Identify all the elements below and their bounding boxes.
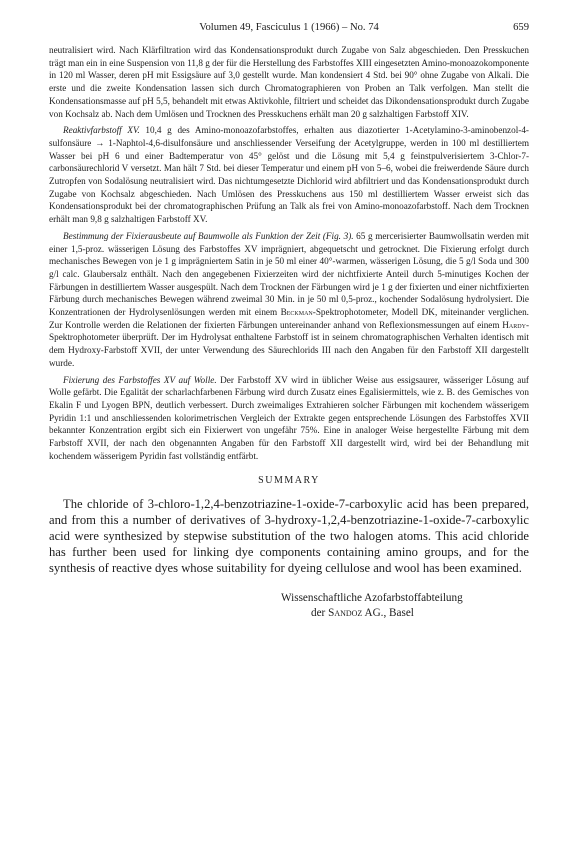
- paragraph-text: 65 g mercerisierter Baumwollsatin werden mit einer 1,5-proz. wässerigen Lösung des Farbstoffes XV imprägniert, abgequetscht und getrocknet. Die Fixierung erfolgt durch mechanisches Bewegen von je 1 g imprägniertem Satin in je 50 ml einer 40°-warmen, wässerigen Lösung, die 5 g/l Soda und 300 g/l calc. Glaubersalz enthält. Nach den angegebenen Fixierzeiten wird der nichtfixierte Anteil durch 5-minutiges Kochen der Färbungen in destilliertem Wasser ausgespült. Nach dem Trocknen der Färbungen wird je 1 g der fixierten und einer nichtfixierten Färbung durch mechanisches Bewegen während zweimal 30 Min. in je 50 ml 0,5-proz., kochender Sodalösung hydrolysiert. Die Konzentrationen der Hydrolysenlösungen werden mit einem: [49, 230, 529, 318]
- paragraph-text: Der Farbstoff XV wird in üblicher Weise aus essigsaurer, wässeriger Lösung auf Wolle gefärbt. Die Egalität der scharlachfarbenen Färbung wird durch Zusatz eines Egalisiermittels, wie z. B. des Gemisches von Ekalin F und Lyogen BPN, deutlich verbessert. Durch zweimaliges Extrahieren solcher Färbungen mit kochendem wässerigem Pyridin 1:1 und anschliessenden kolorimetrischen Vergleich der Extrakte gegen entsprechende Lösungen des Farbstoffes XVII bekannter Konzentration ergibt sich ein Fixierwert von ungefähr 75%. Eine in analoger Weise hergestellte Färbung mit dem Farbstoff XVII, der nach den obgenannten Angaben für den Farbstoff XII dargestellt wird, wird bei der Behandlung mit kochendem wässerigem Pyridin fast vollständig entfärbt.: [49, 374, 529, 461]
- running-head: [49, 22, 529, 38]
- page-number: 659: [513, 22, 529, 33]
- section-lead-italic: Bestimmung der Fixierausbeute auf Baumwolle als Funktion der Zeit (Fig. 3).: [63, 230, 354, 241]
- paragraph-text: -Spektrophotometer, Modell DK, miteinander verglichen. Zur Kontrolle werden die Relationen der fixierten Färbungen untereinander anhand von Reflexionsmessungen auf einem: [49, 307, 529, 330]
- section-lead-italic: Fixierung des Farbstoffes XV auf Wolle.: [63, 374, 217, 385]
- company-name-beckman: Beckman: [280, 307, 313, 318]
- affiliation-suffix: AG., Basel: [362, 606, 414, 619]
- company-name-hardy: Hardy: [502, 319, 526, 330]
- section-lead-italic: Reaktivfarbstoff XV.: [63, 125, 140, 136]
- affiliation-prefix: der: [311, 606, 329, 619]
- summary-heading: SUMMARY: [258, 474, 320, 486]
- affiliation-company: [49, 606, 529, 621]
- paragraph-fixation-wool: [49, 374, 529, 463]
- paragraph-reactive-dye-xv: [49, 124, 529, 226]
- paragraph-text: 10,4 g des Amino-monoazofarbstoffes, erhalten aus diazotierter 1-Acetylamino-3-aminobenzol-4-sulfonsäure → 1-Naphtol-4,6-disulfonsäure und anschliessender Verseifung der Acetylgruppe, werden in 100 ml destilliertem Wasser bei pH 6 und einer Badtemperatur von 45° gelöst und die Lösung mit 5,4 g feinstpulverisiertem 3-Chlor-7-carbonsäurechlorid V versetzt. Man hält 7 Std. bei dieser Temperatur und einem pH von 5–6, wobei die freiwerdende Säure durch Zutropfen von Sodalösung neutralisiert wird. Das nichtumgesetzte Dichlorid wird abfiltriert und das Kondensationsprodukt durch Zugabe von Kochsalz abgeschieden. Nach Umlösen des Presskuchens aus 150 ml destilliertem Wasser erweist sich das Kondensationsprodukt bei der chromatographischen Prüfung an Talk als frei von Amino-monoazofarbstoff. Nach dem Trocknen erhält man 9,8 g salzhaltigen Farbstoff XV.: [49, 125, 529, 225]
- paragraph-condensation-xiv: [49, 44, 529, 120]
- author-affiliation: [49, 591, 529, 621]
- company-name-sandoz: Sandoz: [328, 606, 363, 619]
- journal-volume-info: Volumen 49, Fasciculus 1 (1966) – No. 74: [199, 22, 379, 33]
- summary-text: The chloride of 3-chloro-1,2,4-benzotriazine-1-oxide-7-carboxylic acid has been prepared, and from this a number of derivatives of 3-hydroxy-1,2,4-benzotriazine-1-oxide-7-carboxylic acid were synthesized by stepwise substitution of the two halogen atoms. This acid chloride has further been used for linking dye components containing amino groups, and for the synthesis of reactive dyes whose suitability for dyeing cellulose and wool has been examined.: [49, 496, 529, 576]
- affiliation-department: Wissenschaftliche Azofarbstoffabteilung: [281, 591, 463, 604]
- paragraph-text: -Spektrophotometer überprüft. Der im Hydrolysat enthaltene Farbstoff ist in seinem chromatographischen Verhalten identisch mit dem Hydroxy-Farbstoff XVII, der unter Verwendung des Säurechlorids III nach den Angaben für den Farbstoff XII dargestellt wurde.: [49, 319, 529, 368]
- paragraph-fixation-yield: [49, 230, 529, 370]
- paragraph-text: neutralisiert wird. Nach Klärfiltration wird das Kondensationsprodukt durch Zugabe von Salz abgeschieden. Den Presskuchen trägt man ein in eine Suspension von 11,8 g der für die Herstellung des Farbstoffes XIII eingesetzten Amino-monoazokomponente in 120 ml Wasser, deren pH mit Essigsäure auf 3,0 gestellt wurde. Man kondensiert 4 Std. bei 90° ohne Zugabe von Alkali. Die erste und die zweite Kondensation lassen sich durch Chromatographieren von Proben an Talk verfolgen. Man stellt die Kondensationsmasse auf pH 5,5, behandelt mit etwas Aktivkohle, filtriert und scheidet das Dikondensationsprodukt durch Zugabe von Kochsalz ab. Nach dem Umlösen und Trocknen des Presskuchens erhält man 20 g salzhaltigen Farbstoff XIV.: [49, 45, 529, 119]
